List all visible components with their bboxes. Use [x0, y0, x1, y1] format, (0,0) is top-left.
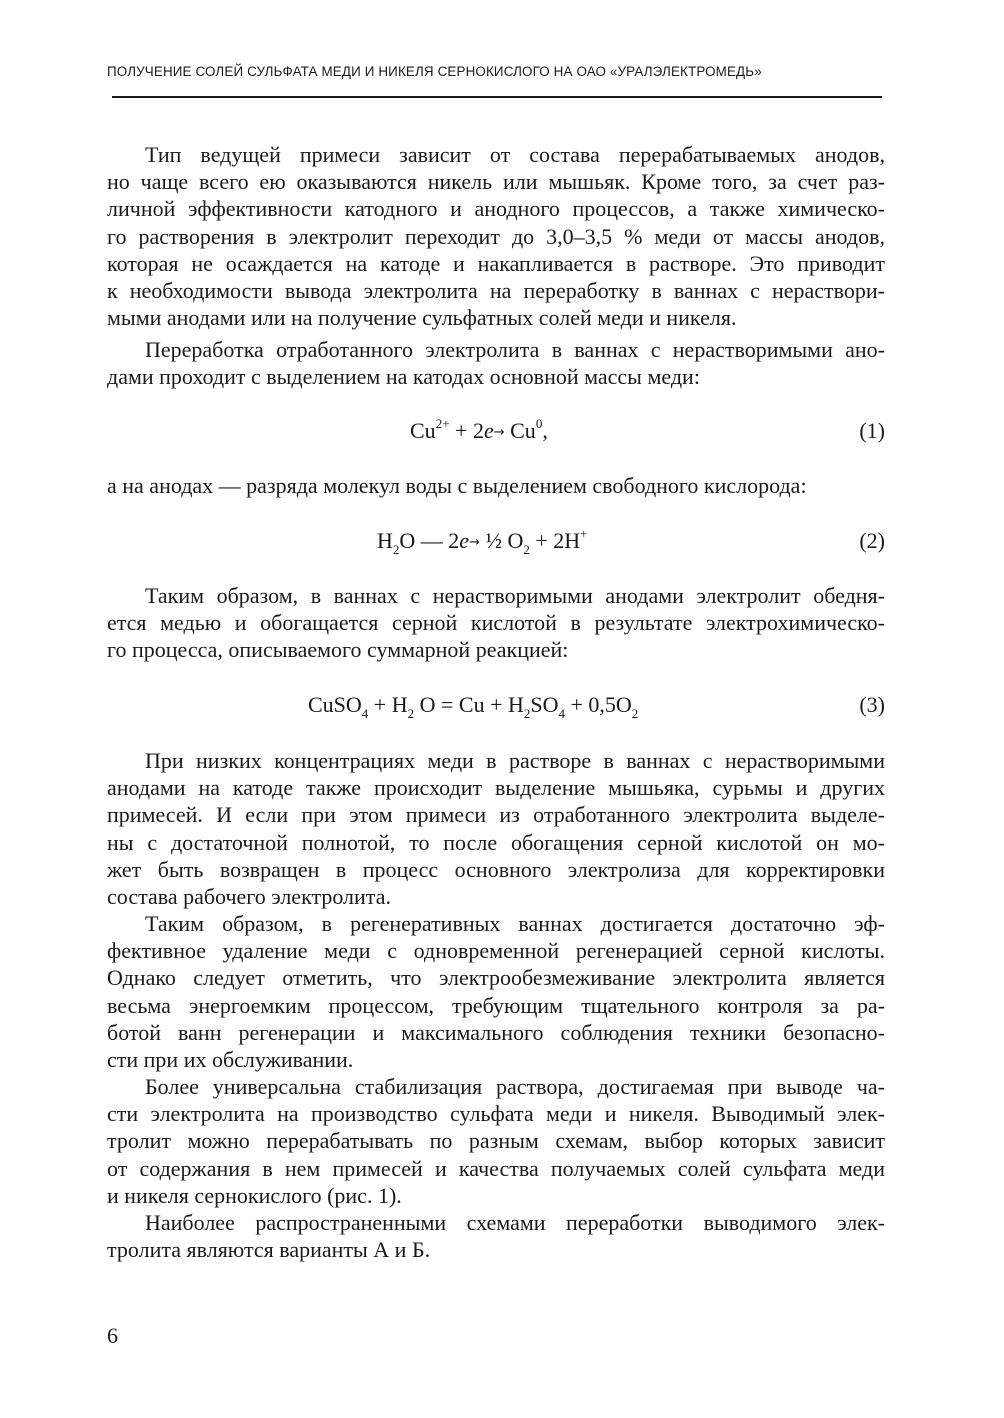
equation-2-formula: $H_2O$ — 2e→ ½ $O_2 + 2H^+$ [377, 526, 588, 557]
text-line: тролит можно перерабатывать по разным схемам, выбор которых зависит [107, 1128, 885, 1154]
running-header: ПОЛУЧЕНИЕ СОЛЕЙ СУЛЬФАТА МЕДИ И НИКЕЛЯ СЕРНОКИСЛОГО НА ОАО «УРАЛЭЛЕКТРОМЕДЬ» [107, 64, 762, 79]
equation-1-formula: $Cu^{2+} + 2e\to Cu^0$, [410, 416, 548, 443]
text-line: состава рабочего электролита. [107, 884, 391, 910]
text-line: го процесса, описываемого суммарной реакцией: [107, 637, 569, 663]
equation-2 [107, 526, 885, 556]
text-line: к необходимости вывода электролита на переработку в ваннах с нераствори- [107, 278, 885, 304]
arrow-icon: → [493, 425, 505, 440]
text-line: а на анодах — разряда молекул воды с выделением свободного кислорода: [107, 473, 807, 498]
paragraph-5 [107, 747, 885, 910]
equation-1 [107, 416, 885, 446]
text-line: тролита являются варианты А и Б. [107, 1237, 431, 1263]
equation-1-number: (1) [859, 418, 885, 443]
text-line: мыми анодами или на получение сульфатных солей меди и никеля. [107, 305, 737, 331]
page-number: 6 [107, 1323, 118, 1348]
text-line: от содержания в нем примесей и качества получаемых солей сульфата меди [107, 1155, 885, 1181]
text-line: ботой ванн регенерации и максимального соблюдения техники безопасно- [107, 1019, 885, 1045]
text-line: фективное удаление меди с одновременной регенерацией серной кислоты. [107, 938, 885, 964]
text-line: и никеля сернокислого (рис. 1). [107, 1182, 402, 1208]
text-line: сти при их обслуживании. [107, 1047, 354, 1073]
equation-2-number: (2) [859, 528, 885, 553]
paragraph-3 [107, 472, 885, 499]
equation-3-formula: CuSO$_4$ + $H_2$ $O = Cu + H_2SO_4 + 0,5O_2$ [308, 692, 639, 721]
paragraph-6 [107, 910, 885, 1073]
text-line: примесей. И если при этом примеси из отработанного электролита выделе- [107, 802, 885, 828]
text-line: дами проходит с выделением на катодах основной массы меди: [107, 364, 700, 390]
header-rule [112, 96, 882, 98]
text-line: Таким образом, в регенеративных ваннах достигается достаточно эф- [145, 911, 885, 936]
text-line: Таким образом, в ваннах с нерастворимыми анодами электролит обедня- [145, 583, 885, 608]
text-line: но чаще всего ею оказываются никель или мышьяк. Кроме того, за счет раз- [107, 169, 885, 195]
text-line: анодами на катоде также происходит выделение мышьяка, сурьмы и других [107, 775, 885, 801]
text-line: ны с достаточной полнотой, то после обогащения серной кислотой он мо- [107, 829, 885, 855]
paragraph-2 [107, 336, 885, 390]
text-line: Более универсальна стабилизация раствора, достигаемая при выводе ча- [145, 1074, 885, 1099]
equation-3 [107, 690, 885, 720]
paragraph-8 [107, 1209, 885, 1263]
paragraph-1 [107, 141, 885, 331]
paragraph-7 [107, 1073, 885, 1209]
text-line: При низких концентрациях меди в растворе в ваннах с нерастворимыми [145, 748, 885, 773]
text-line: Тип ведущей примеси зависит от состава перерабатываемых анодов, [145, 142, 885, 167]
text-line: ется медью и обогащается серной кислотой в результате электрохимическо- [107, 610, 885, 636]
text-line: Наиболее распространенными схемами переработки выводимого элек- [145, 1210, 885, 1235]
paragraph-4 [107, 582, 885, 664]
text-line: которая не осаждается на катоде и накапливается в растворе. Это приводит [107, 250, 885, 276]
text-line: весьма энергоемким процессом, требующим тщательного контроля за ра- [107, 992, 885, 1018]
equation-3-number: (3) [859, 692, 885, 717]
arrow-icon: → [469, 535, 480, 550]
text-line: го растворения в электролит переходит до 3,0–3,5 % меди от массы анодов, [107, 223, 885, 249]
text-line: жет быть возвращен в процесс основного электролиза для корректировки [107, 856, 885, 882]
text-line: личной эффективности катодного и анодного процессов, а также химическо- [107, 196, 885, 222]
text-line: Переработка отработанного электролита в ваннах с нерастворимыми ано- [145, 337, 885, 362]
text-line: Однако следует отметить, что электрообезмеживание электролита является [107, 965, 885, 991]
text-line: сти электролита на производство сульфата меди и никеля. Выводимый элек- [107, 1101, 885, 1127]
